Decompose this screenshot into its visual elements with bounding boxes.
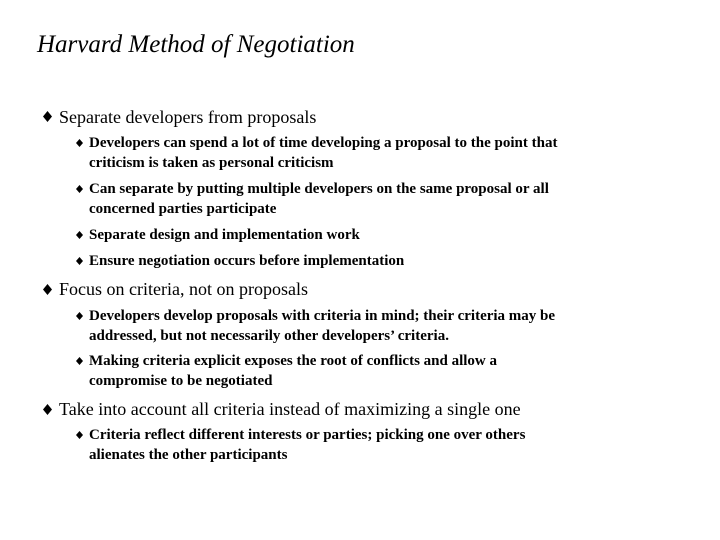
small-diamond-bullet-icon <box>76 431 84 439</box>
sub-bullet-line: Criteria reflect different interests or parties; picking one over others <box>89 427 526 443</box>
sub-bullet-line: Can separate by putting multiple developers on the same proposal or all <box>89 181 549 197</box>
small-diamond-bullet-icon <box>76 185 84 193</box>
sub-bullet-item <box>89 351 689 391</box>
bullet-item: Focus on criteria, not on proposals <box>59 279 308 299</box>
sub-bullet-line: compromise to be negotiated <box>89 373 273 389</box>
sub-bullet-line: Making criteria explicit exposes the root of conflicts and allow a <box>89 353 498 369</box>
sub-bullet-line: concerned parties participate <box>89 201 277 217</box>
sub-bullet-line: Developers develop proposals with criteria in mind; their criteria may be <box>89 308 556 324</box>
slide-title: Harvard Method of Negotiation <box>37 31 355 58</box>
sub-bullet-line: alienates the other participants <box>89 447 288 463</box>
sub-bullet-line: criticism is taken as personal criticism <box>89 155 334 171</box>
sub-bullet-item <box>89 425 689 465</box>
diamond-bullet-icon <box>42 284 52 294</box>
small-diamond-bullet-icon <box>76 257 84 265</box>
small-diamond-bullet-icon <box>76 357 84 365</box>
sub-bullet-item <box>89 251 689 271</box>
bullet-item: Separate developers from proposals <box>59 107 317 127</box>
bullet-item: Take into account all criteria instead of maximizing a single one <box>59 399 521 419</box>
small-diamond-bullet-icon <box>76 231 84 239</box>
diamond-bullet-icon <box>42 111 52 121</box>
sub-bullet-item <box>89 225 689 245</box>
small-diamond-bullet-icon <box>76 312 84 320</box>
sub-bullet-item <box>89 179 689 219</box>
sub-bullet-line: addressed, but not necessarily other developers’ criteria. <box>89 328 449 344</box>
sub-bullet-line: Developers can spend a lot of time developing a proposal to the point that <box>89 135 558 151</box>
small-diamond-bullet-icon <box>76 139 84 147</box>
diamond-bullet-icon <box>42 404 52 414</box>
sub-bullet-line: Ensure negotiation occurs before implementation <box>89 253 405 269</box>
sub-bullet-item <box>89 306 689 346</box>
sub-bullet-item <box>89 133 689 173</box>
sub-bullet-line: Separate design and implementation work <box>89 227 360 243</box>
